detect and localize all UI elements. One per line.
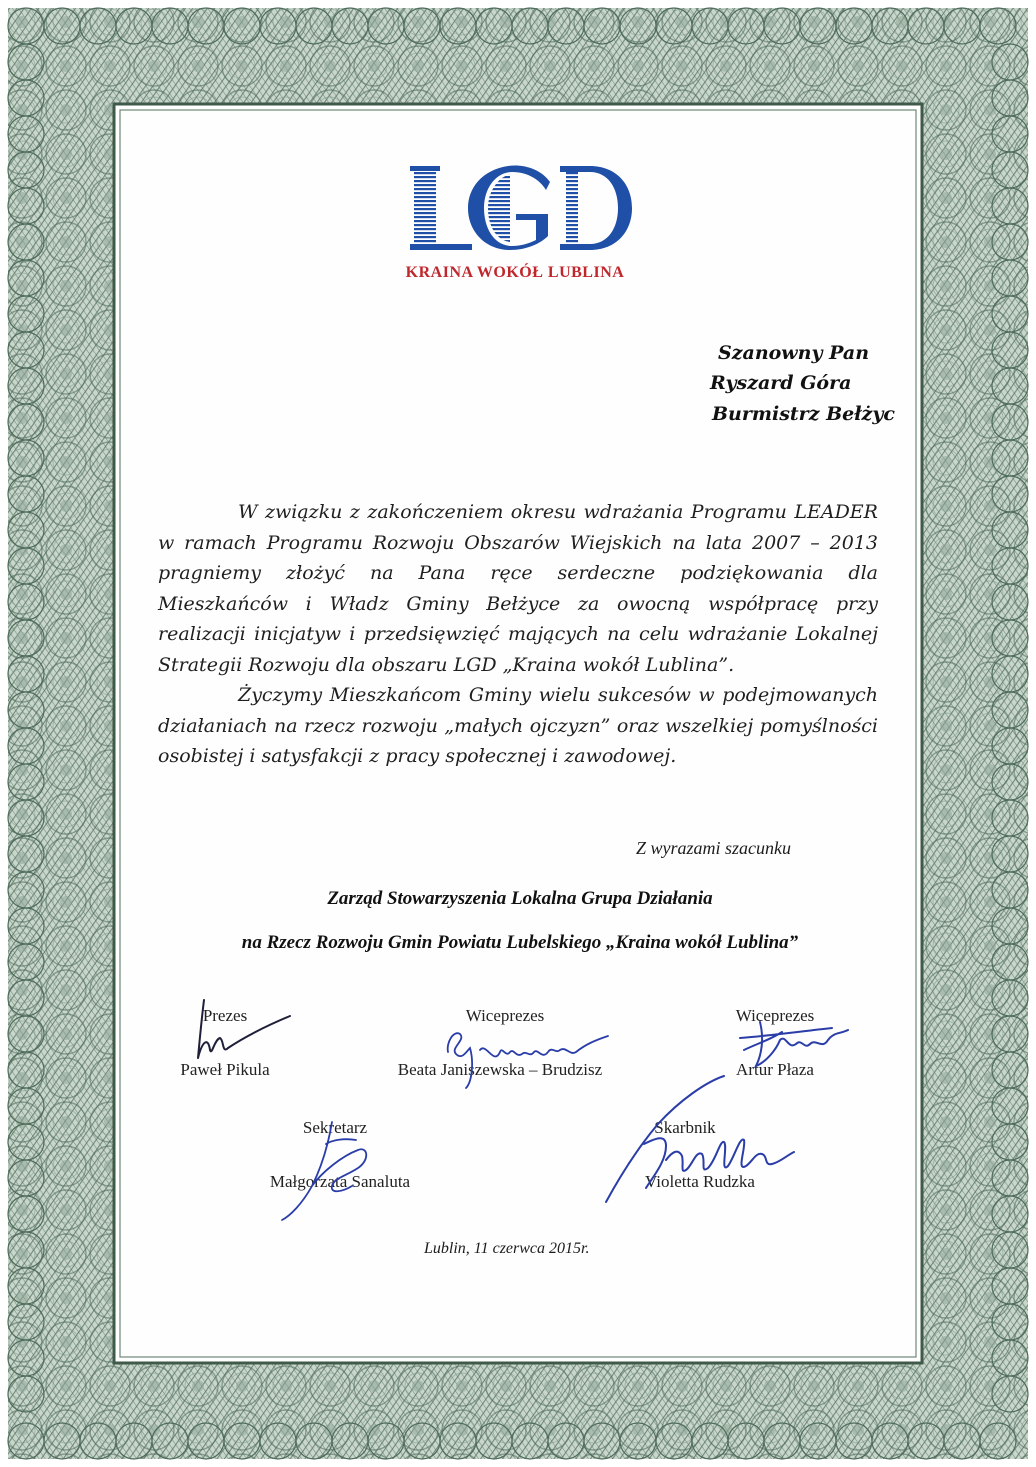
addressee-line-1: Szanowny Pan xyxy=(718,342,870,364)
body-paragraph-2: Życzymy Mieszkańcom Gminy wielu sukcesów w podejmowanych działaniach na rzecz rozwoju „małych ojczyzn” oraz wszelkiej pomyślności osobistej i satysfakcji z pracy społecznej i zawodowej. xyxy=(158,684,878,767)
signatory-name-skarbnik: Violetta Rudzka xyxy=(645,1172,755,1191)
lgd-logo-mark xyxy=(400,160,640,260)
signature-skarbnik xyxy=(596,1070,806,1210)
lgd-logo xyxy=(400,160,640,290)
addressee-line-3: Burmistrz Bełżyc xyxy=(712,403,895,425)
signatory-name-wiceprezes-2: Artur Płaza xyxy=(736,1060,814,1079)
signatory-role-wiceprezes-1: Wiceprezes xyxy=(465,1006,545,1025)
letter-body xyxy=(158,497,878,772)
signatory-role-prezes: Prezes xyxy=(202,1006,248,1025)
signature-sekretarz xyxy=(272,1116,392,1226)
closing-phrase: Z wyrazami szacunku xyxy=(636,838,792,858)
place-and-date: Lublin, 11 czerwca 2015r. xyxy=(424,1240,590,1257)
board-line-2: na Rzecz Rozwoju Gmin Powiatu Lubelskiego „Kraina wokół Lublina” xyxy=(241,932,799,953)
addressee-line-2: Ryszard Góra xyxy=(710,372,852,394)
signatory-name-sekretarz: Małgorzata Sanaluta xyxy=(269,1172,411,1191)
signatory-role-sekretarz: Sekretarz xyxy=(302,1118,368,1137)
signatory-name-wiceprezes-1: Beata Janiszewska – Brudzisz xyxy=(397,1060,603,1079)
signature-prezes xyxy=(186,996,296,1066)
signature-wiceprezes-1 xyxy=(436,1022,616,1092)
signatory-name-prezes: Paweł Pikula xyxy=(180,1060,270,1079)
body-paragraph-1: W związku z zakończeniem okresu wdrażania Programu LEADER w ramach Programu Rozwoju Obszarów Wiejskich na lata 2007 – 2013 pragniemy złożyć na Pana ręce serdeczne podziękowania dla Mieszkańców i Władz Gminy Bełżyce za owocną współpracę przy realizacji inicjatyw i przedsięwzięć mających na celu wdrażanie Lokalnej Strategii Rozwoju dla obszaru LGD „Kraina wokół Lublina”. xyxy=(158,501,878,676)
signatory-role-skarbnik: Skarbnik xyxy=(654,1118,716,1137)
logo-tagline: KRAINA WOKÓŁ LUBLINA xyxy=(405,264,625,281)
board-line-1: Zarząd Stowarzyszenia Lokalna Grupa Działania xyxy=(327,888,713,909)
signatory-role-wiceprezes-2: Wiceprezes xyxy=(735,1006,815,1025)
